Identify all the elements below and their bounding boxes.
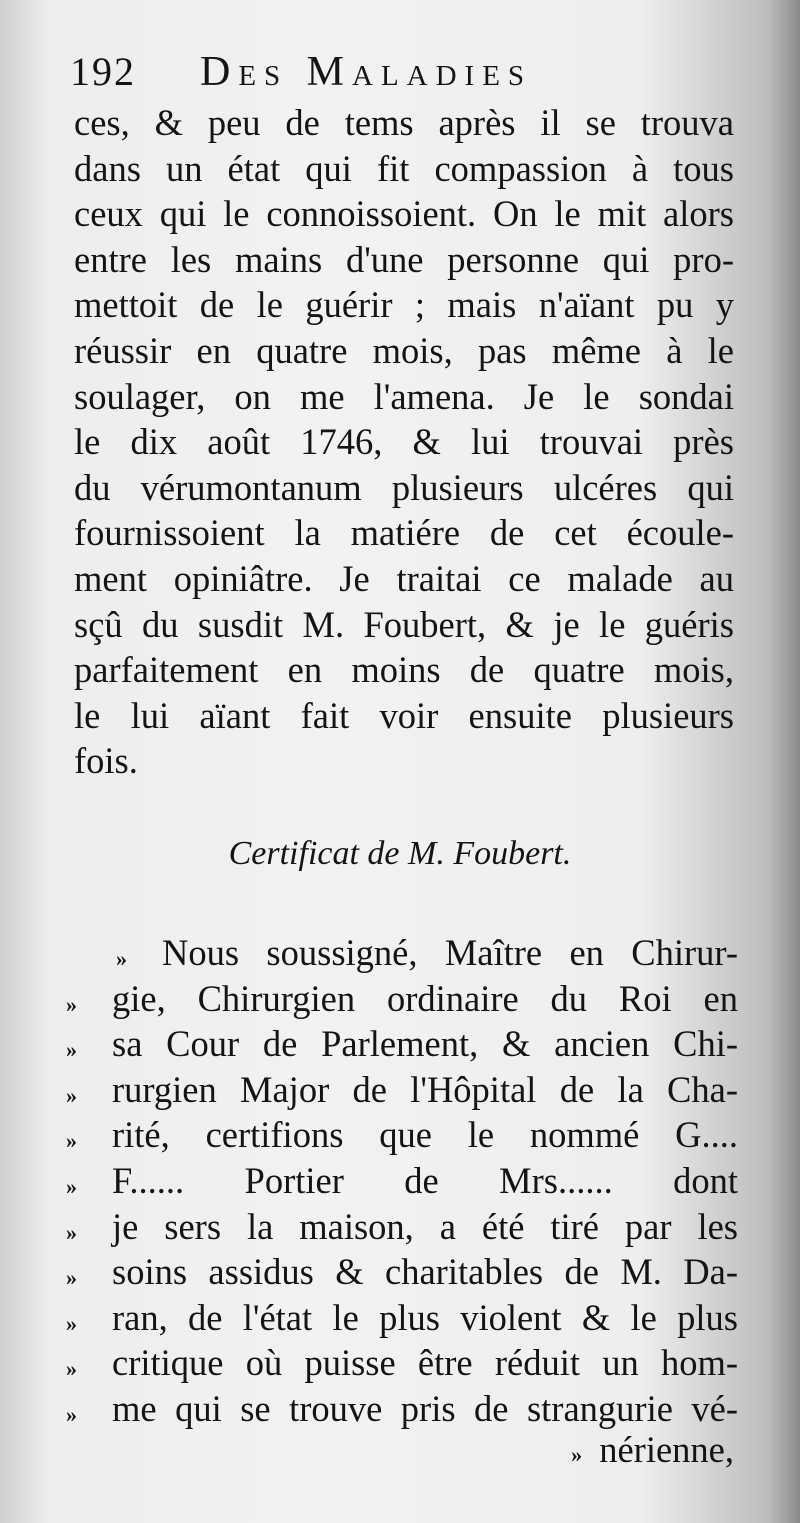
quoted-text: critique où puisse être réduit un hom- xyxy=(112,1342,738,1384)
catchword-line xyxy=(571,1428,734,1471)
page-header xyxy=(70,40,730,100)
running-title: Des Maladies xyxy=(200,49,533,95)
quote-mark: » xyxy=(66,1310,77,1336)
text-line: réussir en quatre mois, pas même à le xyxy=(74,329,734,371)
text-line: ceux qui le connoissoient. On le mit alors xyxy=(74,193,734,235)
quoted-line xyxy=(66,1021,738,1067)
quoted-line xyxy=(66,1295,738,1341)
quote-mark: » xyxy=(66,1265,77,1291)
quoted-line xyxy=(66,930,738,976)
quoted-text: gie, Chirurgien ordinaire du Roi en xyxy=(112,977,738,1019)
quote-mark: » xyxy=(66,1173,77,1199)
quote-mark: » xyxy=(66,1401,77,1427)
quote-mark: » xyxy=(66,1128,77,1154)
text-line: entre les mains d'une personne qui pro- xyxy=(74,238,734,280)
text-line: le dix août 1746, & lui trouvai près xyxy=(74,421,734,463)
quote-mark: » xyxy=(66,1037,77,1063)
quoted-text: je sers la maison, a été tiré par les xyxy=(112,1205,738,1247)
text-line: parfaitement en moins de quatre mois, xyxy=(74,649,734,691)
text-line: soulager, on me l'amena. Je le sondai xyxy=(74,375,734,417)
quoted-line xyxy=(66,1067,738,1113)
quoted-text: rité, certifions que le nommé G.... xyxy=(112,1114,738,1156)
quoted-text: soins assidus & charitables de M. Da- xyxy=(112,1251,738,1293)
text-line: le lui aïant fait voir ensuite plusieurs xyxy=(74,694,734,736)
quoted-line xyxy=(66,1340,738,1386)
text-line: ment opiniâtre. Je traitai ce malade au xyxy=(74,557,734,599)
page-number: 192 xyxy=(70,49,136,94)
quoted-text: rurgien Major de l'Hôpital de la Cha- xyxy=(112,1068,738,1110)
catchword: nérienne, xyxy=(599,1429,734,1470)
text-line: dans un état qui fit compassion à tous xyxy=(74,147,734,189)
body-paragraph xyxy=(74,100,734,784)
text-line: sçû du susdit M. Foubert, & je le guéris xyxy=(74,603,734,645)
text-line: mettoit de le guérir ; mais n'aïant pu y xyxy=(74,284,734,326)
quoted-line xyxy=(66,1158,738,1204)
quote-mark: » xyxy=(66,991,77,1017)
certificate-quote xyxy=(66,930,738,1432)
quoted-text: F...... Portier de Mrs...... dont xyxy=(112,1159,738,1201)
quote-mark: » xyxy=(66,1356,77,1382)
quoted-text: ran, de l'état le plus violent & le plus xyxy=(112,1296,738,1338)
quoted-line xyxy=(66,1249,738,1295)
quoted-line xyxy=(66,1386,738,1432)
section-heading: Certificat de M. Foubert. xyxy=(228,835,572,872)
text-line: du vérumontanum plusieurs ulcéres qui xyxy=(74,466,734,508)
quoted-text: Nous soussigné, Maître en Chirur- xyxy=(162,932,738,973)
quoted-line xyxy=(66,1204,738,1250)
quoted-text: me qui se trouve pris de strangurie vé- xyxy=(112,1387,738,1429)
quote-mark: » xyxy=(66,1082,77,1108)
text-line: fois. xyxy=(74,740,138,782)
quoted-line xyxy=(66,976,738,1022)
quote-mark: » xyxy=(116,946,127,971)
text-line: fournissoient la matiére de cet écoule- xyxy=(74,512,734,554)
quote-mark: » xyxy=(571,1442,583,1467)
quoted-line xyxy=(66,1112,738,1158)
quote-mark: » xyxy=(66,1219,77,1245)
text-line: ces, & peu de tems après il se trouva xyxy=(74,102,734,143)
quoted-text: sa Cour de Parlement, & ancien Chi- xyxy=(112,1023,738,1065)
